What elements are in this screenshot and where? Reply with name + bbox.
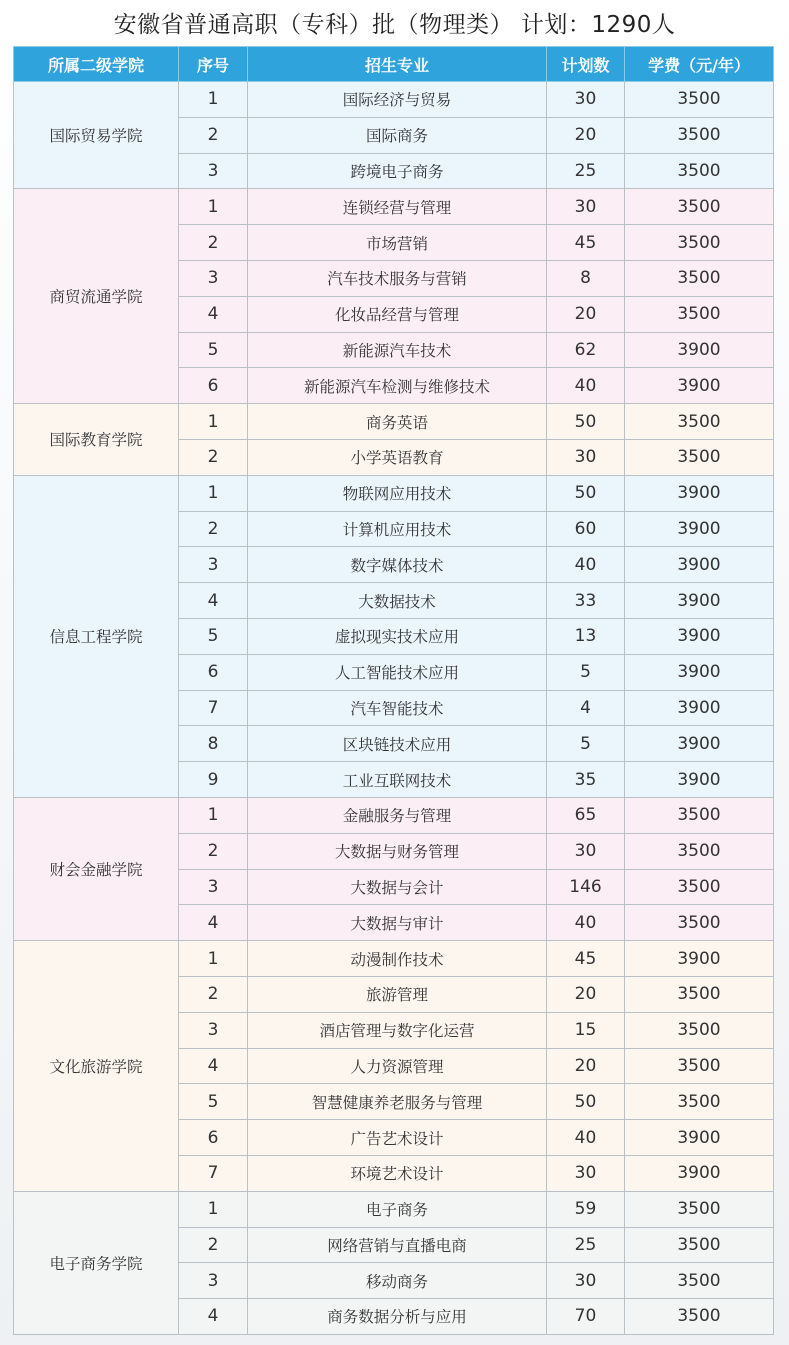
- major-name-cell: 化妆品经营与管理: [248, 296, 547, 332]
- tuition-cell: 3500: [625, 225, 774, 261]
- tuition-cell: 3500: [625, 833, 774, 869]
- major-name-cell: 大数据技术: [248, 583, 547, 619]
- header-row: [14, 47, 774, 82]
- major-name-cell: 国际经济与贸易: [248, 82, 547, 118]
- tuition-cell: 3900: [625, 583, 774, 619]
- tuition-cell: 3500: [625, 1263, 774, 1299]
- major-name-cell: 酒店管理与数字化运营: [248, 1012, 547, 1048]
- tuition-cell: 3500: [625, 1084, 774, 1120]
- table-row: [14, 475, 774, 511]
- row-number-cell: 1: [179, 941, 248, 977]
- row-number-cell: 3: [179, 153, 248, 189]
- row-number-cell: 5: [179, 1084, 248, 1120]
- college-name-cell: 信息工程学院: [14, 475, 179, 797]
- major-name-cell: 大数据与财务管理: [248, 833, 547, 869]
- major-name-cell: 人力资源管理: [248, 1048, 547, 1084]
- tuition-cell: 3900: [625, 726, 774, 762]
- row-number-cell: 3: [179, 1263, 248, 1299]
- row-number-cell: 4: [179, 1048, 248, 1084]
- major-name-cell: 汽车技术服务与营销: [248, 260, 547, 296]
- major-name-cell: 智慧健康养老服务与管理: [248, 1084, 547, 1120]
- tuition-cell: 3500: [625, 260, 774, 296]
- tuition-cell: 3900: [625, 690, 774, 726]
- plan-count-cell: 70: [547, 1299, 625, 1335]
- tuition-cell: 3900: [625, 618, 774, 654]
- plan-count-cell: 15: [547, 1012, 625, 1048]
- tuition-cell: 3900: [625, 475, 774, 511]
- plan-count-cell: 40: [547, 905, 625, 941]
- header-tuition: 学费（元/年）: [625, 47, 774, 82]
- plan-count-cell: 20: [547, 1048, 625, 1084]
- tuition-cell: 3900: [625, 941, 774, 977]
- plan-count-cell: 33: [547, 583, 625, 619]
- row-number-cell: 9: [179, 762, 248, 798]
- tuition-cell: 3900: [625, 332, 774, 368]
- plan-count-cell: 146: [547, 869, 625, 905]
- major-name-cell: 旅游管理: [248, 976, 547, 1012]
- plan-count-cell: 30: [547, 1263, 625, 1299]
- table-row: [14, 404, 774, 440]
- plan-count-cell: 20: [547, 296, 625, 332]
- major-name-cell: 金融服务与管理: [248, 797, 547, 833]
- major-name-cell: 数字媒体技术: [248, 547, 547, 583]
- plan-count-cell: 30: [547, 1155, 625, 1191]
- major-name-cell: 大数据与会计: [248, 869, 547, 905]
- enrollment-plan-table: [13, 46, 774, 1335]
- major-name-cell: 人工智能技术应用: [248, 654, 547, 690]
- row-number-cell: 3: [179, 547, 248, 583]
- row-number-cell: 2: [179, 225, 248, 261]
- plan-count-cell: 50: [547, 404, 625, 440]
- tuition-cell: 3900: [625, 511, 774, 547]
- plan-count-cell: 45: [547, 941, 625, 977]
- major-name-cell: 动漫制作技术: [248, 941, 547, 977]
- table-row: [14, 941, 774, 977]
- row-number-cell: 3: [179, 1012, 248, 1048]
- header-plan-count: 计划数: [547, 47, 625, 82]
- college-name-cell: 国际贸易学院: [14, 82, 179, 189]
- table-row: [14, 1191, 774, 1227]
- major-name-cell: 商务英语: [248, 404, 547, 440]
- tuition-cell: 3900: [625, 1120, 774, 1156]
- plan-count-cell: 40: [547, 368, 625, 404]
- plan-count-cell: 30: [547, 833, 625, 869]
- plan-count-cell: 40: [547, 547, 625, 583]
- row-number-cell: 4: [179, 1299, 248, 1335]
- major-name-cell: 市场营销: [248, 225, 547, 261]
- plan-count-cell: 5: [547, 654, 625, 690]
- major-name-cell: 广告艺术设计: [248, 1120, 547, 1156]
- row-number-cell: 1: [179, 1191, 248, 1227]
- major-name-cell: 商务数据分析与应用: [248, 1299, 547, 1335]
- header-college: 所属二级学院: [14, 47, 179, 82]
- plan-count-cell: 45: [547, 225, 625, 261]
- table-body: [14, 82, 774, 1335]
- major-name-cell: 区块链技术应用: [248, 726, 547, 762]
- major-name-cell: 新能源汽车技术: [248, 332, 547, 368]
- tuition-cell: 3500: [625, 296, 774, 332]
- row-number-cell: 2: [179, 439, 248, 475]
- plan-count-cell: 30: [547, 189, 625, 225]
- table-row: [14, 82, 774, 118]
- major-name-cell: 工业互联网技术: [248, 762, 547, 798]
- major-name-cell: 环境艺术设计: [248, 1155, 547, 1191]
- plan-count-cell: 62: [547, 332, 625, 368]
- plan-count-cell: 59: [547, 1191, 625, 1227]
- plan-count-cell: 30: [547, 82, 625, 118]
- college-name-cell: 商贸流通学院: [14, 189, 179, 404]
- row-number-cell: 1: [179, 475, 248, 511]
- plan-count-cell: 4: [547, 690, 625, 726]
- college-name-cell: 文化旅游学院: [14, 941, 179, 1192]
- major-name-cell: 汽车智能技术: [248, 690, 547, 726]
- plan-count-cell: 50: [547, 475, 625, 511]
- plan-count-cell: 5: [547, 726, 625, 762]
- major-name-cell: 大数据与审计: [248, 905, 547, 941]
- row-number-cell: 4: [179, 905, 248, 941]
- tuition-cell: 3500: [625, 797, 774, 833]
- tuition-cell: 3500: [625, 117, 774, 153]
- row-number-cell: 4: [179, 583, 248, 619]
- row-number-cell: 2: [179, 1227, 248, 1263]
- plan-count-cell: 25: [547, 153, 625, 189]
- row-number-cell: 2: [179, 117, 248, 153]
- plan-count-cell: 65: [547, 797, 625, 833]
- row-number-cell: 1: [179, 82, 248, 118]
- major-name-cell: 国际商务: [248, 117, 547, 153]
- major-name-cell: 虚拟现实技术应用: [248, 618, 547, 654]
- plan-count-cell: 30: [547, 439, 625, 475]
- plan-count-cell: 8: [547, 260, 625, 296]
- row-number-cell: 1: [179, 189, 248, 225]
- tuition-cell: 3500: [625, 82, 774, 118]
- plan-count-cell: 20: [547, 117, 625, 153]
- plan-count-cell: 25: [547, 1227, 625, 1263]
- table-header: [14, 47, 774, 82]
- plan-count-cell: 50: [547, 1084, 625, 1120]
- major-name-cell: 网络营销与直播电商: [248, 1227, 547, 1263]
- row-number-cell: 6: [179, 1120, 248, 1156]
- major-name-cell: 计算机应用技术: [248, 511, 547, 547]
- tuition-cell: 3500: [625, 1191, 774, 1227]
- tuition-cell: 3900: [625, 762, 774, 798]
- college-name-cell: 国际教育学院: [14, 404, 179, 476]
- tuition-cell: 3500: [625, 976, 774, 1012]
- college-name-cell: 电子商务学院: [14, 1191, 179, 1334]
- row-number-cell: 6: [179, 654, 248, 690]
- major-name-cell: 电子商务: [248, 1191, 547, 1227]
- plan-count-cell: 35: [547, 762, 625, 798]
- tuition-cell: 3500: [625, 153, 774, 189]
- tuition-cell: 3500: [625, 1048, 774, 1084]
- row-number-cell: 7: [179, 690, 248, 726]
- tuition-cell: 3900: [625, 368, 774, 404]
- header-number: 序号: [179, 47, 248, 82]
- tuition-cell: 3900: [625, 1155, 774, 1191]
- major-name-cell: 小学英语教育: [248, 439, 547, 475]
- plan-count-cell: 13: [547, 618, 625, 654]
- plan-count-cell: 60: [547, 511, 625, 547]
- row-number-cell: 3: [179, 869, 248, 905]
- row-number-cell: 5: [179, 332, 248, 368]
- tuition-cell: 3500: [625, 905, 774, 941]
- row-number-cell: 2: [179, 511, 248, 547]
- major-name-cell: 移动商务: [248, 1263, 547, 1299]
- row-number-cell: 7: [179, 1155, 248, 1191]
- tuition-cell: 3500: [625, 439, 774, 475]
- major-name-cell: 跨境电子商务: [248, 153, 547, 189]
- tuition-cell: 3900: [625, 654, 774, 690]
- row-number-cell: 2: [179, 976, 248, 1012]
- enrollment-table-container: [13, 46, 773, 1335]
- tuition-cell: 3500: [625, 1299, 774, 1335]
- major-name-cell: 物联网应用技术: [248, 475, 547, 511]
- row-number-cell: 5: [179, 618, 248, 654]
- row-number-cell: 3: [179, 260, 248, 296]
- tuition-cell: 3500: [625, 404, 774, 440]
- row-number-cell: 8: [179, 726, 248, 762]
- row-number-cell: 6: [179, 368, 248, 404]
- tuition-cell: 3500: [625, 1227, 774, 1263]
- plan-count-cell: 20: [547, 976, 625, 1012]
- tuition-cell: 3500: [625, 189, 774, 225]
- plan-count-cell: 40: [547, 1120, 625, 1156]
- major-name-cell: 新能源汽车检测与维修技术: [248, 368, 547, 404]
- major-name-cell: 连锁经营与管理: [248, 189, 547, 225]
- tuition-cell: 3500: [625, 869, 774, 905]
- table-row: [14, 797, 774, 833]
- header-major: 招生专业: [248, 47, 547, 82]
- row-number-cell: 1: [179, 797, 248, 833]
- row-number-cell: 4: [179, 296, 248, 332]
- page-title: 安徽省普通高职（专科）批（物理类） 计划：1290人: [113, 12, 676, 38]
- tuition-cell: 3900: [625, 547, 774, 583]
- row-number-cell: 2: [179, 833, 248, 869]
- college-name-cell: 财会金融学院: [14, 797, 179, 940]
- tuition-cell: 3500: [625, 1012, 774, 1048]
- row-number-cell: 1: [179, 404, 248, 440]
- table-row: [14, 189, 774, 225]
